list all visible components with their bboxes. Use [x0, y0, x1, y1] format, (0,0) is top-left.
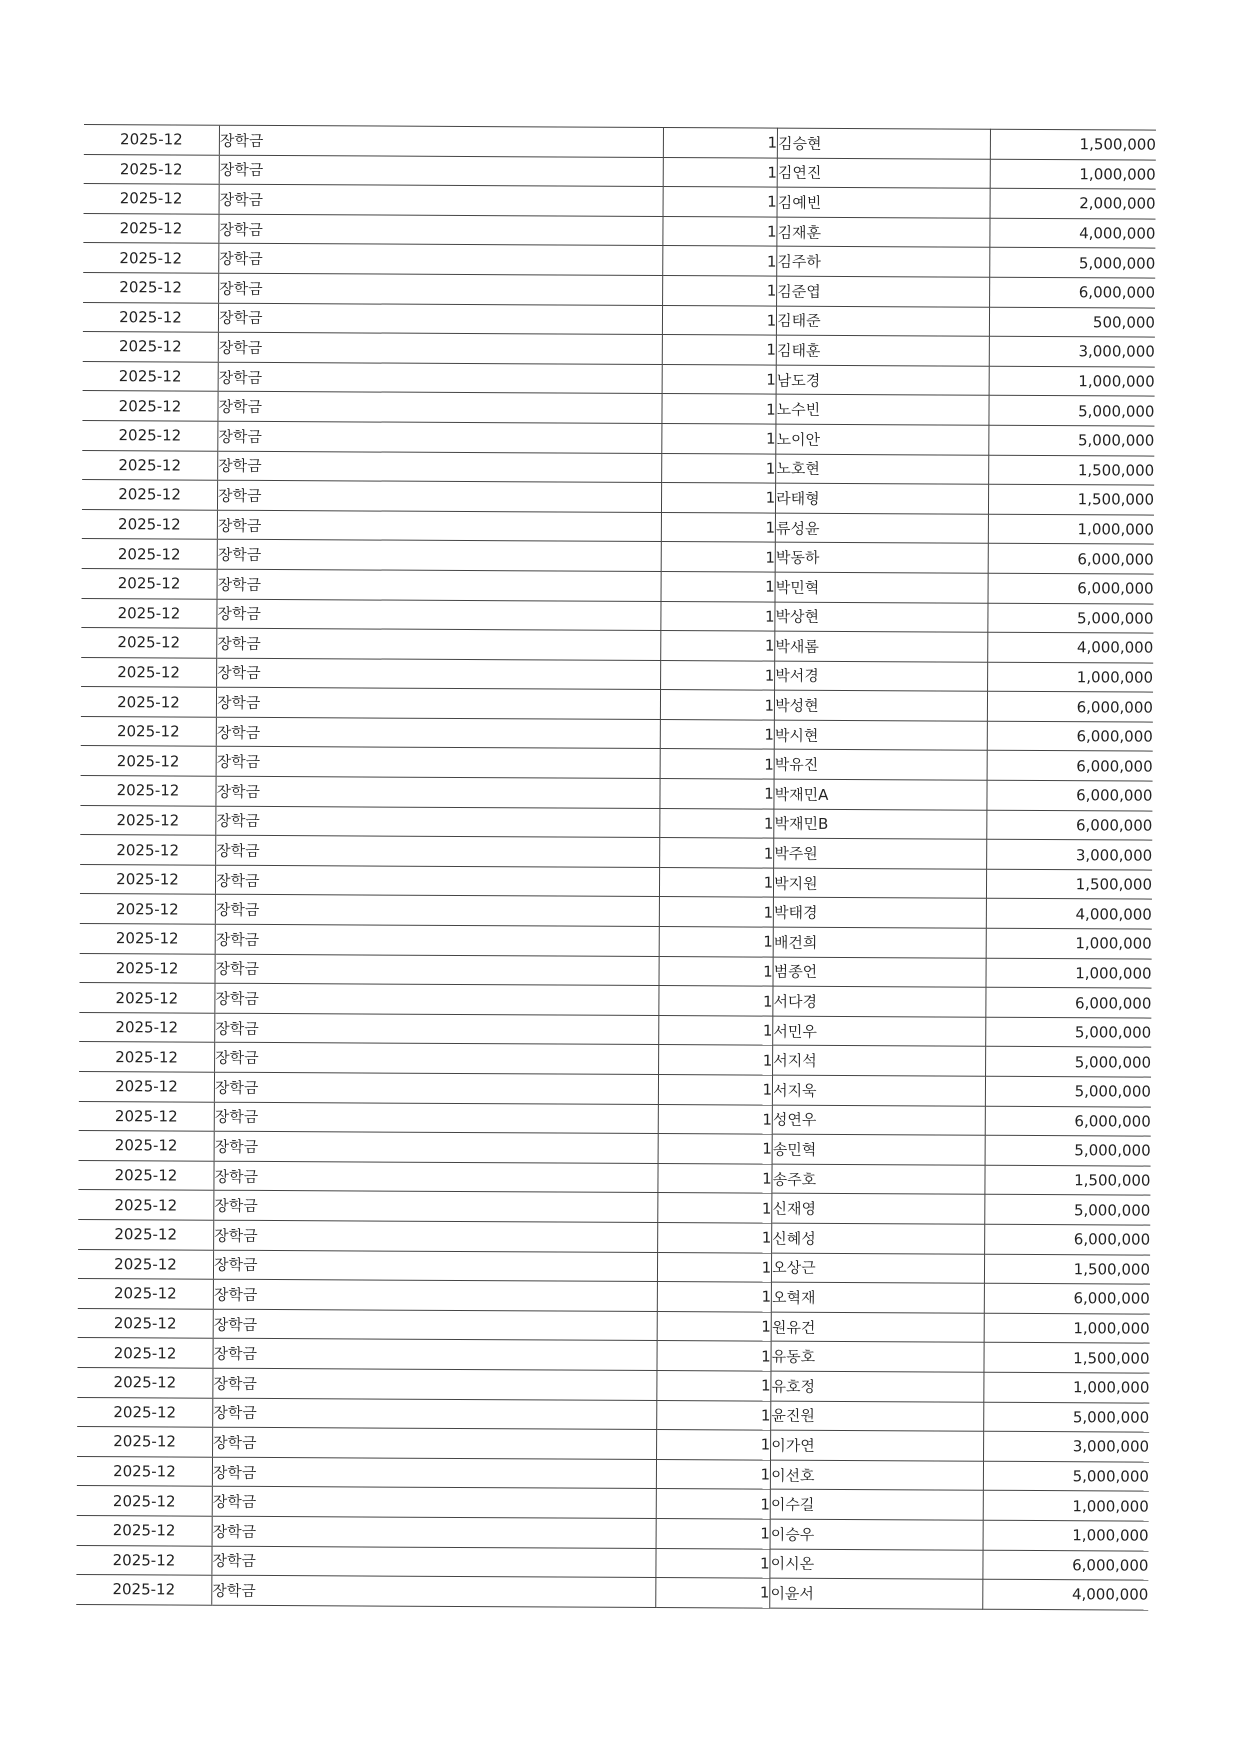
date-cell: 2025-12 — [80, 894, 216, 924]
recipient-name-cell: 서다경 — [773, 986, 986, 1017]
date-cell: 2025-12 — [83, 213, 219, 243]
category-cell: 장학금 — [213, 1279, 657, 1311]
date-cell: 2025-12 — [79, 983, 215, 1013]
category-cell: 장학금 — [213, 1427, 657, 1459]
recipient-name-cell: 이선호 — [771, 1460, 984, 1491]
recipient-name-cell: 라태형 — [776, 483, 989, 514]
ledger-body — [76, 124, 1156, 1609]
count-cell: 1 — [659, 1075, 773, 1105]
count-cell: 1 — [661, 631, 775, 661]
count-cell: 1 — [663, 335, 777, 365]
count-cell: 1 — [660, 808, 774, 838]
count-cell: 1 — [660, 867, 774, 897]
recipient-name-cell: 김준엽 — [777, 276, 990, 307]
amount-cell: 1,000,000 — [983, 1520, 1149, 1550]
category-cell: 장학금 — [218, 451, 662, 483]
date-cell: 2025-12 — [84, 184, 220, 214]
amount-cell: 3,000,000 — [986, 839, 1152, 869]
date-cell: 2025-12 — [78, 1308, 214, 1338]
date-cell: 2025-12 — [77, 1367, 213, 1397]
date-cell: 2025-12 — [79, 1131, 215, 1161]
count-cell: 1 — [657, 1489, 771, 1519]
date-cell: 2025-12 — [80, 953, 216, 983]
recipient-name-cell: 김승현 — [777, 128, 990, 159]
amount-cell: 1,000,000 — [984, 1372, 1150, 1402]
category-cell: 장학금 — [217, 540, 661, 572]
date-cell: 2025-12 — [79, 1101, 215, 1131]
recipient-name-cell: 윤진원 — [771, 1401, 984, 1432]
recipient-name-cell: 송민혁 — [772, 1134, 985, 1165]
amount-cell: 6,000,000 — [988, 544, 1154, 574]
recipient-name-cell: 박새롬 — [775, 631, 988, 662]
count-cell: 1 — [661, 719, 775, 749]
count-cell: 1 — [657, 1311, 771, 1341]
date-cell: 2025-12 — [82, 568, 218, 598]
recipient-name-cell: 이승우 — [770, 1519, 983, 1550]
amount-cell: 1,500,000 — [984, 1254, 1150, 1284]
amount-cell: 5,000,000 — [988, 603, 1154, 633]
category-cell: 장학금 — [214, 1220, 658, 1252]
date-cell: 2025-12 — [83, 332, 219, 362]
amount-cell: 2,000,000 — [990, 188, 1156, 218]
count-cell: 1 — [661, 690, 775, 720]
category-cell: 장학금 — [216, 835, 660, 867]
amount-cell: 1,500,000 — [988, 455, 1154, 485]
amount-cell: 6,000,000 — [986, 987, 1152, 1017]
table-row — [76, 1575, 1148, 1610]
count-cell: 1 — [658, 1222, 772, 1252]
category-cell: 장학금 — [216, 776, 660, 808]
category-cell: 장학금 — [212, 1516, 656, 1548]
amount-cell: 5,000,000 — [983, 1402, 1149, 1432]
count-cell: 1 — [659, 927, 773, 957]
date-cell: 2025-12 — [79, 1071, 215, 1101]
count-cell: 1 — [658, 1134, 772, 1164]
recipient-name-cell: 원유건 — [771, 1312, 984, 1343]
recipient-name-cell: 이가연 — [771, 1430, 984, 1461]
recipient-name-cell: 박지원 — [774, 868, 987, 899]
amount-cell: 6,000,000 — [984, 1224, 1150, 1254]
category-cell: 장학금 — [213, 1368, 657, 1400]
category-cell: 장학금 — [218, 332, 662, 364]
category-cell: 장학금 — [215, 865, 659, 897]
amount-cell: 5,000,000 — [983, 1461, 1149, 1491]
amount-cell: 500,000 — [989, 307, 1155, 337]
category-cell: 장학금 — [219, 273, 663, 305]
category-cell: 장학금 — [212, 1546, 656, 1578]
amount-cell: 6,000,000 — [987, 780, 1153, 810]
count-cell: 1 — [659, 1104, 773, 1134]
count-cell: 1 — [663, 276, 777, 306]
recipient-name-cell: 박유진 — [774, 750, 987, 781]
amount-cell: 1,000,000 — [986, 928, 1152, 958]
date-cell: 2025-12 — [78, 1219, 214, 1249]
count-cell: 1 — [664, 128, 778, 158]
scanned-ledger-page — [76, 124, 1156, 1610]
count-cell: 1 — [662, 483, 776, 513]
amount-cell: 5,000,000 — [985, 1047, 1151, 1077]
recipient-name-cell: 박주원 — [774, 838, 987, 869]
amount-cell: 5,000,000 — [985, 1135, 1151, 1165]
date-cell: 2025-12 — [81, 598, 217, 628]
date-cell: 2025-12 — [84, 124, 220, 154]
category-cell: 장학금 — [215, 895, 659, 927]
amount-cell: 4,000,000 — [987, 632, 1153, 662]
category-cell: 장학금 — [219, 244, 663, 276]
category-cell: 장학금 — [216, 687, 660, 719]
count-cell: 1 — [656, 1578, 770, 1608]
category-cell: 장학금 — [213, 1309, 657, 1341]
category-cell: 장학금 — [219, 155, 663, 187]
count-cell: 1 — [662, 512, 776, 542]
recipient-name-cell: 김태훈 — [776, 335, 989, 366]
category-cell: 장학금 — [214, 1072, 658, 1104]
recipient-name-cell: 김태준 — [777, 306, 990, 337]
recipient-name-cell: 이수길 — [770, 1489, 983, 1520]
category-cell: 장학금 — [213, 1250, 657, 1282]
date-cell: 2025-12 — [78, 1160, 214, 1190]
date-cell: 2025-12 — [80, 776, 216, 806]
date-cell: 2025-12 — [84, 154, 220, 184]
recipient-name-cell: 박재민B — [774, 809, 987, 840]
amount-cell: 3,000,000 — [989, 336, 1155, 366]
date-cell: 2025-12 — [76, 1575, 212, 1605]
category-cell: 장학금 — [214, 1102, 658, 1134]
recipient-name-cell: 노호현 — [776, 454, 989, 485]
category-cell: 장학금 — [218, 392, 662, 424]
recipient-name-cell: 유동호 — [771, 1341, 984, 1372]
recipient-name-cell: 이시온 — [770, 1549, 983, 1580]
date-cell: 2025-12 — [80, 864, 216, 894]
amount-cell: 6,000,000 — [989, 277, 1155, 307]
count-cell: 1 — [659, 986, 773, 1016]
recipient-name-cell: 김재훈 — [777, 217, 990, 248]
date-cell: 2025-12 — [78, 1279, 214, 1309]
amount-cell: 5,000,000 — [989, 425, 1155, 455]
date-cell: 2025-12 — [77, 1397, 213, 1427]
date-cell: 2025-12 — [77, 1456, 213, 1486]
count-cell: 1 — [663, 216, 777, 246]
category-cell: 장학금 — [216, 806, 660, 838]
recipient-name-cell: 김예빈 — [777, 187, 990, 218]
recipient-name-cell: 노수빈 — [776, 394, 989, 425]
category-cell: 장학금 — [218, 421, 662, 453]
count-cell: 1 — [661, 601, 775, 631]
amount-cell: 6,000,000 — [988, 573, 1154, 603]
amount-cell: 6,000,000 — [987, 721, 1153, 751]
date-cell: 2025-12 — [81, 687, 217, 717]
amount-cell: 6,000,000 — [987, 810, 1153, 840]
amount-cell: 5,000,000 — [989, 248, 1155, 278]
count-cell: 1 — [660, 838, 774, 868]
amount-cell: 1,000,000 — [983, 1491, 1149, 1521]
amount-cell: 1,500,000 — [985, 1165, 1151, 1195]
date-cell: 2025-12 — [81, 716, 217, 746]
recipient-name-cell: 박성현 — [775, 690, 988, 721]
category-cell: 장학금 — [219, 214, 663, 246]
amount-cell: 3,000,000 — [983, 1431, 1149, 1461]
category-cell: 장학금 — [213, 1339, 657, 1371]
amount-cell: 1,500,000 — [988, 484, 1154, 514]
recipient-name-cell: 박시현 — [774, 720, 987, 751]
recipient-name-cell: 박태경 — [773, 898, 986, 929]
recipient-name-cell: 남도경 — [776, 365, 989, 396]
amount-cell: 5,000,000 — [985, 1076, 1151, 1106]
date-cell: 2025-12 — [79, 1012, 215, 1042]
recipient-name-cell: 박재민A — [774, 779, 987, 810]
count-cell: 1 — [658, 1193, 772, 1223]
amount-cell: 1,500,000 — [990, 129, 1156, 159]
count-cell: 1 — [663, 305, 777, 335]
category-cell: 장학금 — [219, 125, 663, 157]
category-cell: 장학금 — [217, 599, 661, 631]
recipient-name-cell: 신재영 — [772, 1193, 985, 1224]
date-cell: 2025-12 — [80, 835, 216, 865]
count-cell: 1 — [662, 364, 776, 394]
recipient-name-cell: 범종언 — [773, 957, 986, 988]
date-cell: 2025-12 — [81, 628, 217, 658]
category-cell: 장학금 — [215, 924, 659, 956]
recipient-name-cell: 성연우 — [772, 1105, 985, 1136]
recipient-name-cell: 박상현 — [775, 602, 988, 633]
category-cell: 장학금 — [219, 184, 663, 216]
amount-cell: 5,000,000 — [989, 396, 1155, 426]
scholarship-ledger-table — [76, 124, 1156, 1610]
count-cell: 1 — [661, 660, 775, 690]
recipient-name-cell: 박동하 — [775, 542, 988, 573]
category-cell: 장학금 — [215, 983, 659, 1015]
category-cell: 장학금 — [213, 1398, 657, 1430]
date-cell: 2025-12 — [83, 302, 219, 332]
count-cell: 1 — [656, 1548, 770, 1578]
category-cell: 장학금 — [217, 569, 661, 601]
date-cell: 2025-12 — [80, 924, 216, 954]
date-cell: 2025-12 — [76, 1545, 212, 1575]
category-cell: 장학금 — [215, 1043, 659, 1075]
count-cell: 1 — [657, 1370, 771, 1400]
recipient-name-cell: 신혜성 — [772, 1223, 985, 1254]
count-cell: 1 — [663, 187, 777, 217]
category-cell: 장학금 — [218, 362, 662, 394]
count-cell: 1 — [661, 542, 775, 572]
count-cell: 1 — [658, 1163, 772, 1193]
category-cell: 장학금 — [217, 510, 661, 542]
amount-cell: 1,500,000 — [986, 869, 1152, 899]
date-cell: 2025-12 — [82, 539, 218, 569]
date-cell: 2025-12 — [83, 272, 219, 302]
date-cell: 2025-12 — [82, 450, 218, 480]
date-cell: 2025-12 — [78, 1249, 214, 1279]
recipient-name-cell: 박민혁 — [775, 572, 988, 603]
recipient-name-cell: 서지욱 — [773, 1075, 986, 1106]
date-cell: 2025-12 — [77, 1486, 213, 1516]
count-cell: 1 — [663, 246, 777, 276]
category-cell: 장학금 — [212, 1457, 656, 1489]
count-cell: 1 — [663, 157, 777, 187]
recipient-name-cell: 송주호 — [772, 1164, 985, 1195]
count-cell: 1 — [657, 1459, 771, 1489]
count-cell: 1 — [659, 1015, 773, 1045]
count-cell: 1 — [660, 779, 774, 809]
recipient-name-cell: 오혁재 — [771, 1282, 984, 1313]
amount-cell: 4,000,000 — [990, 218, 1156, 248]
date-cell: 2025-12 — [82, 480, 218, 510]
recipient-name-cell: 이윤서 — [770, 1578, 983, 1609]
amount-cell: 1,000,000 — [990, 159, 1156, 189]
amount-cell: 6,000,000 — [984, 1283, 1150, 1313]
date-cell: 2025-12 — [82, 420, 218, 450]
count-cell: 1 — [662, 423, 776, 453]
recipient-name-cell: 박서경 — [775, 661, 988, 692]
category-cell: 장학금 — [214, 1191, 658, 1223]
recipient-name-cell: 오상근 — [772, 1253, 985, 1284]
date-cell: 2025-12 — [80, 805, 216, 835]
count-cell: 1 — [660, 749, 774, 779]
count-cell: 1 — [657, 1430, 771, 1460]
category-cell: 장학금 — [215, 1013, 659, 1045]
date-cell: 2025-12 — [82, 509, 218, 539]
count-cell: 1 — [658, 1252, 772, 1282]
recipient-name-cell: 배건희 — [773, 927, 986, 958]
category-cell: 장학금 — [217, 658, 661, 690]
recipient-name-cell: 김주하 — [777, 247, 990, 278]
recipient-name-cell: 류성윤 — [775, 513, 988, 544]
count-cell: 1 — [662, 394, 776, 424]
count-cell: 1 — [659, 956, 773, 986]
category-cell: 장학금 — [215, 954, 659, 986]
recipient-name-cell: 서민우 — [773, 1016, 986, 1047]
amount-cell: 1,000,000 — [989, 366, 1155, 396]
date-cell: 2025-12 — [81, 657, 217, 687]
count-cell: 1 — [661, 571, 775, 601]
category-cell: 장학금 — [212, 1575, 656, 1607]
category-cell: 장학금 — [214, 1131, 658, 1163]
amount-cell: 1,000,000 — [984, 1313, 1150, 1343]
date-cell: 2025-12 — [82, 391, 218, 421]
category-cell: 장학금 — [216, 717, 660, 749]
count-cell: 1 — [657, 1341, 771, 1371]
count-cell: 1 — [657, 1400, 771, 1430]
amount-cell: 1,000,000 — [988, 514, 1154, 544]
amount-cell: 4,000,000 — [986, 899, 1152, 929]
count-cell: 1 — [658, 1282, 772, 1312]
category-cell: 장학금 — [212, 1487, 656, 1519]
category-cell: 장학금 — [217, 480, 661, 512]
date-cell: 2025-12 — [78, 1190, 214, 1220]
recipient-name-cell: 서지석 — [773, 1046, 986, 1077]
amount-cell: 5,000,000 — [985, 1017, 1151, 1047]
date-cell: 2025-12 — [83, 243, 219, 273]
date-cell: 2025-12 — [77, 1338, 213, 1368]
amount-cell: 6,000,000 — [987, 692, 1153, 722]
recipient-name-cell: 김연진 — [777, 158, 990, 189]
amount-cell: 6,000,000 — [987, 751, 1153, 781]
category-cell: 장학금 — [214, 1161, 658, 1193]
amount-cell: 6,000,000 — [983, 1550, 1149, 1580]
category-cell: 장학금 — [218, 303, 662, 335]
count-cell: 1 — [659, 1045, 773, 1075]
amount-cell: 1,500,000 — [984, 1343, 1150, 1373]
date-cell: 2025-12 — [79, 1042, 215, 1072]
amount-cell: 1,000,000 — [987, 662, 1153, 692]
count-cell: 1 — [662, 453, 776, 483]
amount-cell: 6,000,000 — [985, 1106, 1151, 1136]
count-cell: 1 — [660, 897, 774, 927]
amount-cell: 4,000,000 — [982, 1579, 1148, 1609]
amount-cell: 5,000,000 — [984, 1195, 1150, 1225]
recipient-name-cell: 노이안 — [776, 424, 989, 455]
category-cell: 장학금 — [216, 747, 660, 779]
recipient-name-cell: 유호정 — [771, 1371, 984, 1402]
amount-cell: 1,000,000 — [986, 958, 1152, 988]
date-cell: 2025-12 — [77, 1427, 213, 1457]
date-cell: 2025-12 — [83, 361, 219, 391]
date-cell: 2025-12 — [77, 1515, 213, 1545]
count-cell: 1 — [656, 1518, 770, 1548]
category-cell: 장학금 — [217, 628, 661, 660]
date-cell: 2025-12 — [81, 746, 217, 776]
